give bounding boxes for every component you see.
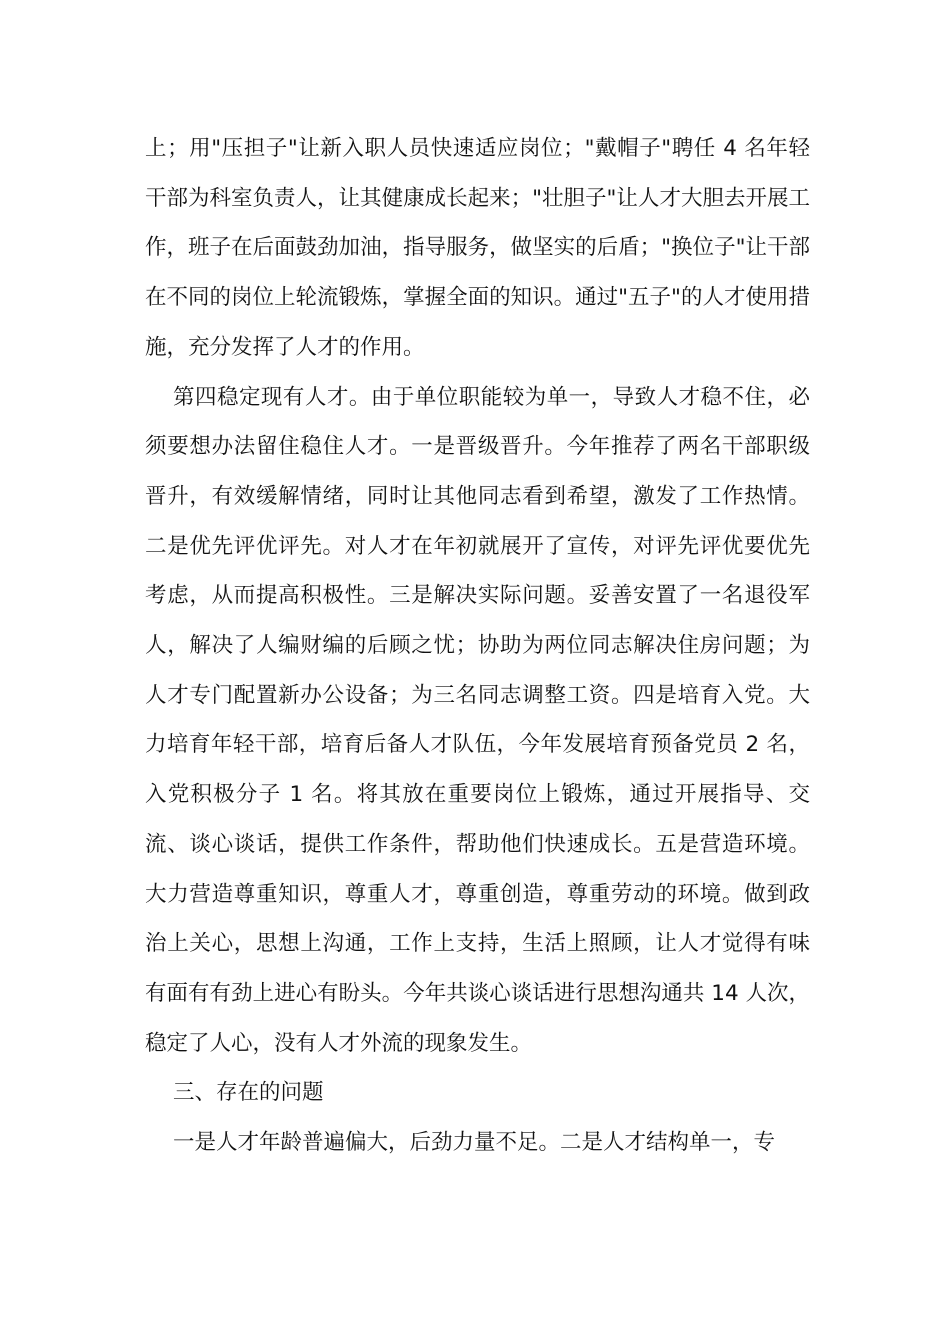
paragraph-stabilize-talent: 第四稳定现有人才。由于单位职能较为单一，导致人才稳不住，必须要想办法留住稳住人才。一是晋级晋升。今年推荐了两名干部职级晋升，有效缓解情绪，同时让其他同志看到希望，激发了工作热情。二是优先评优评先。对人才在年初就展开了宣传，对评先评优要优先考虑，从而提高积极性。三是解决实际问题。妥善安置了一名退役军人，解决了人编财编的后顾之忧；协助为两位同志解决住房问题；为人才专门配置新办公设备；为三名同志调整工资。四是培育入党。大力培育年轻干部，培育后备人才队伍，今年发展培育预备党员 2 名，入党积极分子 1 名。将其放在重要岗位上锻炼，通过开展指导、交流、谈心谈话，提供工作条件，帮助他们快速成长。五是营造环境。大力营造尊重知识，尊重人才，尊重创造，尊重劳动的环境。做到政治上关心，思想上沟通，工作上支持，生活上照顾，让人才觉得有味有面有有劲上进心有盼头。今年共谈心谈话进行思想沟通共 14 人次，稳定了人心，没有人才外流的现象发生。 (145, 384, 810, 1056)
paragraph-talent-usage: 上；用"压担子"让新入职人员快速适应岗位；"戴帽子"聘任 4 名年轻干部为科室负责人，让其健康成长起来；"壮胆子"让人才大胆去开展工作，班子在后面鼓劲加油，指导服务，做坚实的后盾；"换位子"让干部在不同的岗位上轮流锻炼，掌握全面的知识。通过"五子"的人才使用措施，充分发挥了人才的作用。 (145, 136, 810, 360)
section-heading-existing-problems: 三、存在的问题 (173, 1080, 324, 1106)
document-body (145, 124, 810, 1168)
paragraph-problems: 一是人才年龄普遍偏大，后劲力量不足。二是人才结构单一，专 (173, 1130, 776, 1156)
